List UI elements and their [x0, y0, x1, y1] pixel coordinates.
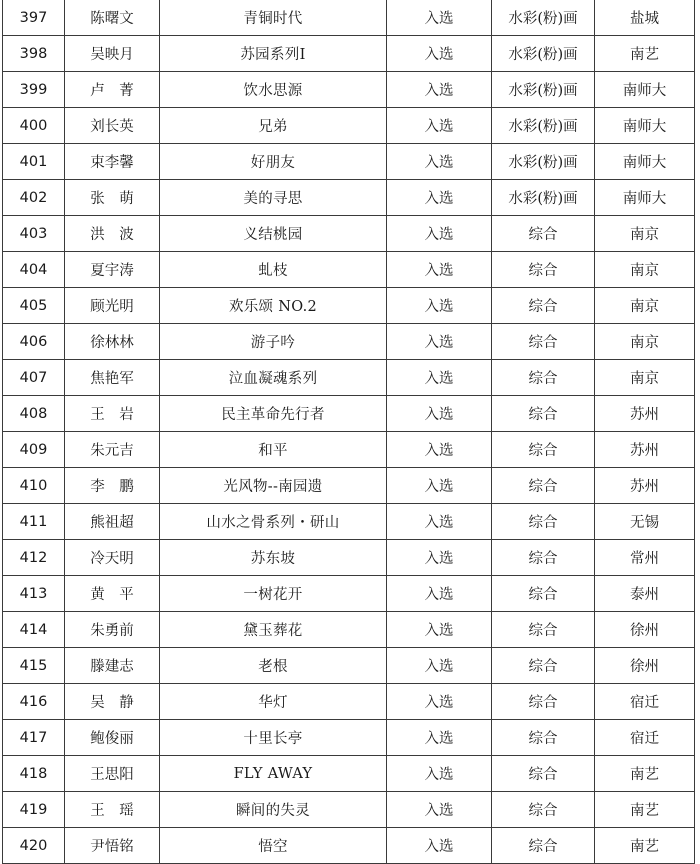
entry-number-cell: 402 [3, 180, 65, 216]
category-cell: 综合 [492, 252, 595, 288]
category-cell: 水彩(粉)画 [492, 108, 595, 144]
selection-result-cell: 入选 [387, 108, 492, 144]
table-row [3, 72, 695, 108]
artwork-title-cell: 悟空 [160, 828, 387, 864]
table-row [3, 252, 695, 288]
organization-cell: 南师大 [595, 108, 695, 144]
artwork-title-cell: 义结桃园 [160, 216, 387, 252]
category-cell: 综合 [492, 432, 595, 468]
selection-result-cell: 入选 [387, 468, 492, 504]
selection-result-cell: 入选 [387, 720, 492, 756]
selection-result-cell: 入选 [387, 252, 492, 288]
artist-name-cell: 卢 菁 [65, 72, 160, 108]
artist-name-cell: 吴映月 [65, 36, 160, 72]
category-cell: 综合 [492, 324, 595, 360]
organization-cell: 南师大 [595, 144, 695, 180]
artist-name-cell: 王 岩 [65, 396, 160, 432]
organization-cell: 南师大 [595, 180, 695, 216]
table-row [3, 180, 695, 216]
entry-number-cell: 418 [3, 756, 65, 792]
table-row [3, 144, 695, 180]
artist-name-cell: 夏宇涛 [65, 252, 160, 288]
artist-name-cell: 焦艳军 [65, 360, 160, 396]
artist-name-cell: 王思阳 [65, 756, 160, 792]
category-cell: 水彩(粉)画 [492, 144, 595, 180]
category-cell: 综合 [492, 756, 595, 792]
selection-result-cell: 入选 [387, 756, 492, 792]
table-row [3, 648, 695, 684]
category-cell: 综合 [492, 720, 595, 756]
entry-number-cell: 408 [3, 396, 65, 432]
organization-cell: 泰州 [595, 576, 695, 612]
selection-result-cell: 入选 [387, 0, 492, 36]
artwork-title-cell: 民主革命先行者 [160, 396, 387, 432]
organization-cell: 南艺 [595, 756, 695, 792]
artist-name-cell: 顾光明 [65, 288, 160, 324]
organization-cell: 苏州 [595, 432, 695, 468]
artist-name-cell: 熊祖超 [65, 504, 160, 540]
entry-number-cell: 400 [3, 108, 65, 144]
selection-result-cell: 入选 [387, 36, 492, 72]
organization-cell: 宿迁 [595, 720, 695, 756]
selection-roster-table [2, 0, 695, 864]
organization-cell: 苏州 [595, 468, 695, 504]
category-cell: 综合 [492, 504, 595, 540]
artwork-title-cell: 瞬间的失灵 [160, 792, 387, 828]
artist-name-cell: 陈曙文 [65, 0, 160, 36]
selection-result-cell: 入选 [387, 684, 492, 720]
entry-number-cell: 417 [3, 720, 65, 756]
entry-number-cell: 406 [3, 324, 65, 360]
organization-cell: 南京 [595, 288, 695, 324]
entry-number-cell: 414 [3, 612, 65, 648]
entry-number-cell: 405 [3, 288, 65, 324]
artwork-title-cell: 华灯 [160, 684, 387, 720]
artist-name-cell: 黄 平 [65, 576, 160, 612]
selection-result-cell: 入选 [387, 288, 492, 324]
artwork-title-cell: 光风物--南园遗 [160, 468, 387, 504]
artwork-title-cell: 苏东坡 [160, 540, 387, 576]
category-cell: 水彩(粉)画 [492, 72, 595, 108]
artwork-title-cell: 虬枝 [160, 252, 387, 288]
organization-cell: 无锡 [595, 504, 695, 540]
category-cell: 综合 [492, 288, 595, 324]
entry-number-cell: 407 [3, 360, 65, 396]
artwork-title-cell: 十里长亭 [160, 720, 387, 756]
artwork-title-cell: 黛玉葬花 [160, 612, 387, 648]
category-cell: 综合 [492, 576, 595, 612]
entry-number-cell: 412 [3, 540, 65, 576]
selection-result-cell: 入选 [387, 144, 492, 180]
selection-result-cell: 入选 [387, 792, 492, 828]
table-row [3, 432, 695, 468]
artist-name-cell: 徐林林 [65, 324, 160, 360]
category-cell: 综合 [492, 792, 595, 828]
artist-name-cell: 朱元吉 [65, 432, 160, 468]
category-cell: 水彩(粉)画 [492, 180, 595, 216]
table-row [3, 108, 695, 144]
selection-result-cell: 入选 [387, 72, 492, 108]
entry-number-cell: 411 [3, 504, 65, 540]
artist-name-cell: 尹悟铭 [65, 828, 160, 864]
table-row [3, 216, 695, 252]
table-row [3, 360, 695, 396]
entry-number-cell: 397 [3, 0, 65, 36]
entry-number-cell: 399 [3, 72, 65, 108]
table-row [3, 324, 695, 360]
category-cell: 综合 [492, 540, 595, 576]
organization-cell: 南艺 [595, 36, 695, 72]
category-cell: 水彩(粉)画 [492, 36, 595, 72]
table-row [3, 792, 695, 828]
category-cell: 综合 [492, 828, 595, 864]
table-row [3, 720, 695, 756]
entry-number-cell: 413 [3, 576, 65, 612]
organization-cell: 南京 [595, 216, 695, 252]
artwork-title-cell: 山水之骨系列・研山 [160, 504, 387, 540]
selection-result-cell: 入选 [387, 828, 492, 864]
table-row [3, 288, 695, 324]
artwork-title-cell: 美的寻思 [160, 180, 387, 216]
table-row [3, 36, 695, 72]
artwork-title-cell: 一树花开 [160, 576, 387, 612]
table-row [3, 756, 695, 792]
table-row [3, 684, 695, 720]
category-cell: 综合 [492, 360, 595, 396]
artwork-title-cell: 苏园系列Ⅰ [160, 36, 387, 72]
category-cell: 综合 [492, 648, 595, 684]
category-cell: 综合 [492, 468, 595, 504]
organization-cell: 南京 [595, 324, 695, 360]
entry-number-cell: 420 [3, 828, 65, 864]
selection-result-cell: 入选 [387, 432, 492, 468]
artwork-title-cell: 饮水思源 [160, 72, 387, 108]
artwork-title-cell: 游子吟 [160, 324, 387, 360]
entry-number-cell: 403 [3, 216, 65, 252]
organization-cell: 常州 [595, 540, 695, 576]
artist-name-cell: 刘长英 [65, 108, 160, 144]
selection-result-cell: 入选 [387, 612, 492, 648]
artist-name-cell: 李 鹏 [65, 468, 160, 504]
artwork-title-cell: FLY AWAY [160, 756, 387, 792]
entry-number-cell: 416 [3, 684, 65, 720]
category-cell: 综合 [492, 612, 595, 648]
selection-result-cell: 入选 [387, 396, 492, 432]
entry-number-cell: 404 [3, 252, 65, 288]
category-cell: 水彩(粉)画 [492, 0, 595, 36]
entry-number-cell: 398 [3, 36, 65, 72]
organization-cell: 苏州 [595, 396, 695, 432]
artist-name-cell: 吴 静 [65, 684, 160, 720]
artist-name-cell: 朱勇前 [65, 612, 160, 648]
selection-result-cell: 入选 [387, 576, 492, 612]
artist-name-cell: 鲍俊丽 [65, 720, 160, 756]
artwork-title-cell: 和平 [160, 432, 387, 468]
entry-number-cell: 419 [3, 792, 65, 828]
artwork-title-cell: 欢乐颂 NO.2 [160, 288, 387, 324]
artist-name-cell: 张 萌 [65, 180, 160, 216]
selection-result-cell: 入选 [387, 324, 492, 360]
organization-cell: 南京 [595, 360, 695, 396]
artwork-title-cell: 老根 [160, 648, 387, 684]
artist-name-cell: 束李馨 [65, 144, 160, 180]
organization-cell: 南师大 [595, 72, 695, 108]
organization-cell: 徐州 [595, 648, 695, 684]
category-cell: 综合 [492, 216, 595, 252]
organization-cell: 宿迁 [595, 684, 695, 720]
organization-cell: 盐城 [595, 0, 695, 36]
entry-number-cell: 415 [3, 648, 65, 684]
selection-result-cell: 入选 [387, 540, 492, 576]
artwork-title-cell: 泣血凝魂系列 [160, 360, 387, 396]
selection-result-cell: 入选 [387, 648, 492, 684]
table-row [3, 828, 695, 864]
roster-table-body [3, 0, 695, 864]
artist-name-cell: 洪 波 [65, 216, 160, 252]
selection-result-cell: 入选 [387, 504, 492, 540]
selection-result-cell: 入选 [387, 360, 492, 396]
table-row [3, 540, 695, 576]
category-cell: 综合 [492, 684, 595, 720]
entry-number-cell: 409 [3, 432, 65, 468]
selection-result-cell: 入选 [387, 180, 492, 216]
organization-cell: 徐州 [595, 612, 695, 648]
table-row [3, 396, 695, 432]
artist-name-cell: 滕建志 [65, 648, 160, 684]
artist-name-cell: 冷天明 [65, 540, 160, 576]
table-row [3, 504, 695, 540]
entry-number-cell: 410 [3, 468, 65, 504]
artist-name-cell: 王 瑶 [65, 792, 160, 828]
artwork-title-cell: 好朋友 [160, 144, 387, 180]
table-row [3, 576, 695, 612]
entry-number-cell: 401 [3, 144, 65, 180]
organization-cell: 南京 [595, 252, 695, 288]
organization-cell: 南艺 [595, 828, 695, 864]
table-row [3, 0, 695, 36]
table-row [3, 468, 695, 504]
organization-cell: 南艺 [595, 792, 695, 828]
category-cell: 综合 [492, 396, 595, 432]
artwork-title-cell: 青铜时代 [160, 0, 387, 36]
table-row [3, 612, 695, 648]
selection-result-cell: 入选 [387, 216, 492, 252]
artwork-title-cell: 兄弟 [160, 108, 387, 144]
